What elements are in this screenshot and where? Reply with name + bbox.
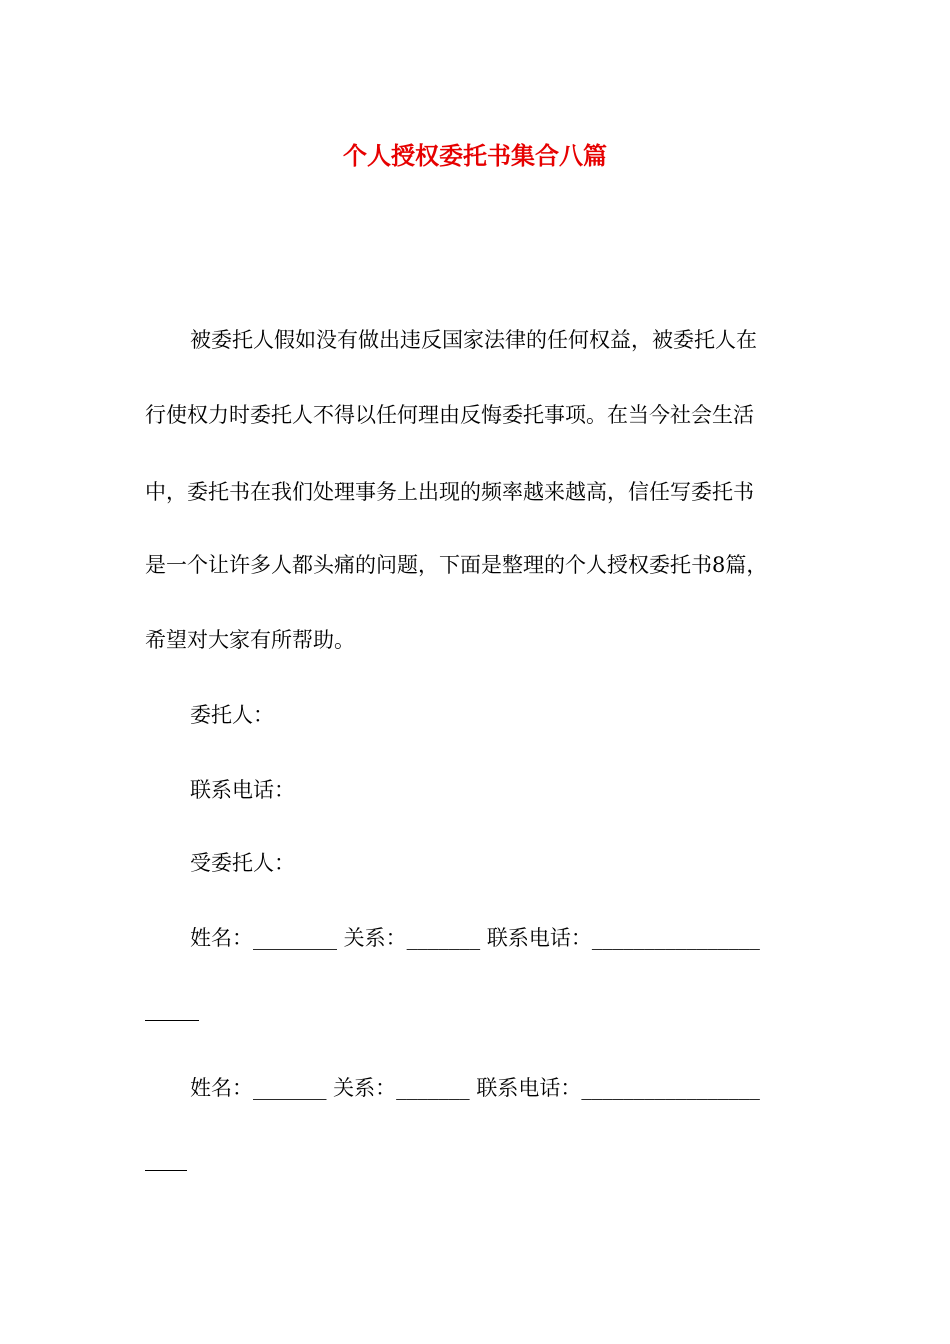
phone-label: 联系电话：	[190, 778, 295, 802]
intro-line-4: 是一个让许多人都头痛的问题，下面是整理的个人授权委托书8篇，	[145, 553, 768, 577]
intro-line-5: 希望对大家有所帮助。	[145, 628, 355, 652]
intro-line-1: 被委托人假如没有做出违反国家法律的任何权益，被委托人在	[190, 328, 757, 352]
agent-label: 受委托人：	[190, 851, 295, 875]
intro-line-2: 行使权力时委托人不得以任何理由反悔委托事项。在当今社会生活	[145, 403, 754, 427]
agent-row-2: 姓名：_______ 关系：_______ 联系电话：_________________	[190, 1076, 760, 1100]
agent-row-2-continuation	[145, 1170, 187, 1171]
intro-line-3: 中，委托书在我们处理事务上出现的频率越来越高，信任写委托书	[145, 480, 754, 504]
agent-row-1: 姓名：________ 关系：_______ 联系电话：________________	[190, 926, 760, 950]
document-title: 个人授权委托书集合八篇	[343, 141, 607, 170]
principal-label: 委托人：	[190, 703, 274, 727]
agent-row-1-continuation	[145, 1020, 199, 1021]
